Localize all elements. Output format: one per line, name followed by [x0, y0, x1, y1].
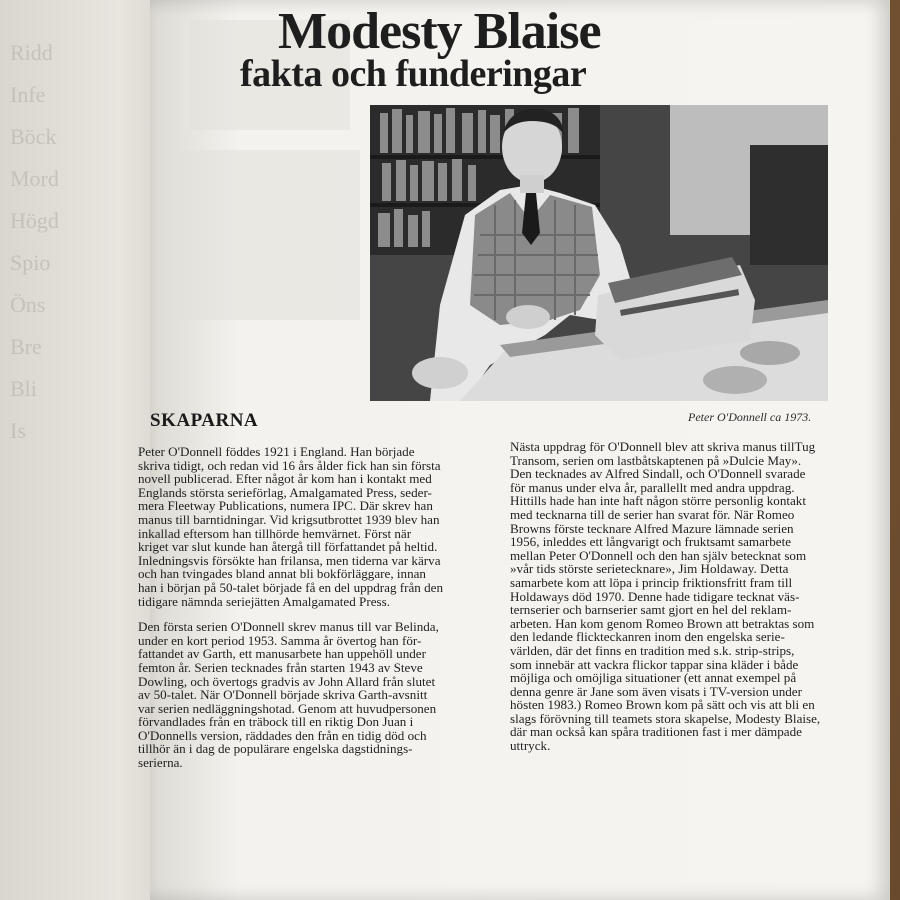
paragraph — [510, 440, 890, 753]
paragraph — [138, 620, 483, 770]
text-line: Dowling, och övertogs gradvis av John Allard från slutet — [138, 673, 436, 689]
text-line: manus till barntidningar. Vid krigsutbrottet 1939 blev han — [138, 511, 440, 527]
ghost-fragment: Mord — [10, 166, 59, 191]
text-line: slags förövning till teamets stora skapelse, Modesty Blaise, — [510, 710, 821, 726]
text-line: Englands största serieförlag, Amalgamated Press, seder- — [138, 484, 432, 500]
text-line: »vår tids störste serietecknare», Jim Holdaway. Detta — [510, 561, 789, 577]
text-line: med tecknarna till de serier han svarat för. När Romeo — [510, 506, 795, 522]
text-line: Nästa uppdrag för O'Donnell blev att skriva manus tillTug — [510, 439, 816, 454]
text-line: Den tecknades av Alfred Sindall, och O'Donnell svarade — [510, 466, 806, 482]
page-title: Modesty Blaise — [278, 3, 601, 60]
photo-caption: Peter O'Donnell ca 1973. — [688, 410, 812, 424]
photo-illustration — [370, 105, 828, 401]
text-line: tidigare nämnda seriejätten Amalgamated Press. — [138, 593, 390, 609]
ghost-fragment: Böck — [10, 124, 57, 149]
text-line: serierna. — [138, 755, 183, 771]
text-line: ternserier och barnserier samt gjort en hel del reklam- — [510, 602, 792, 618]
text-line: av 50-talet. När O'Donnell började skriva Garth-avsnitt — [138, 687, 428, 703]
text-line: hösten 1983.) Romeo Brown kom på sätt och vis att bli en — [510, 697, 815, 713]
text-line: Den första serien O'Donnell skrev manus till var Belinda, — [138, 619, 439, 635]
text-line: O'Donnells version, räddades den från en tidig död och — [138, 727, 427, 743]
text-line: där man också kan spåra traditionen fast i mer dämpade — [510, 724, 802, 740]
text-line: samarbete kom att löpa i princip friktionsfritt fram till — [510, 574, 793, 590]
text-line: skriva tidigt, och redan vid 16 års ålder fick han sin första — [138, 457, 441, 473]
text-line: Holdaways död 1970. Denne hade tidigare tecknat väs- — [510, 588, 800, 604]
ghost-fragment: Bli — [10, 376, 37, 401]
ghost-fragment: Bre — [10, 334, 42, 359]
text-line: den ledande flickteckanren inom den engelska serie- — [510, 629, 785, 645]
text-line: för manus under elva år, parallellt med andra uppdrag. — [510, 479, 795, 495]
text-line: femton år. Serien tecknades från starten 1943 av Steve — [138, 659, 423, 675]
text-line: Peter O'Donnell föddes 1921 i England. Han började — [138, 444, 415, 459]
text-line: arbeten. Han kom genom Romeo Brown att betraktas som — [510, 615, 815, 631]
ghost-fragment: Spio — [10, 250, 51, 275]
ghost-fragment: Öns — [10, 292, 46, 317]
text-line: uttryck. — [510, 738, 551, 754]
page-subtitle: fakta och funderingar — [240, 53, 587, 95]
ghost-fragment: Is — [10, 418, 26, 443]
text-line: Transom, serien om lastbåtskaptenen på »Dulcie May». — [510, 452, 802, 468]
text-line: Browns förste tecknare Alfred Mazure lämnade serien — [510, 520, 794, 536]
text-line: Hittills hade han inte haft någon större personlig kontakt — [510, 493, 806, 509]
text-line: mellan Peter O'Donnell och den han själv betecknat som — [510, 547, 807, 563]
text-column-left — [138, 445, 483, 782]
show-through-block — [180, 150, 360, 320]
text-line: världen, där det finns en tradition med s.k. strip-strips, — [510, 642, 795, 658]
paragraph — [138, 445, 483, 608]
text-line: kriget var slut kunde han återgå till författandet på heltid. — [138, 539, 438, 555]
ghost-fragment: Ridd — [10, 40, 53, 65]
portrait-photo — [370, 105, 828, 401]
text-line: mera Fleetway Publications, numera IPC. Där skrev han — [138, 498, 433, 514]
text-line: möjliga och omöjliga situationer (ett annat exempel på — [510, 670, 797, 686]
section-heading: SKAPARNA — [150, 410, 259, 431]
text-line: och han tvingades bland annat bli bokförläggare, innan — [138, 566, 426, 582]
text-line: 1956, inleddes ett långvarigt och fruktsamt samarbete — [510, 534, 792, 550]
text-line: förvandlades från en träbock till en riktig Don Juan i — [138, 714, 414, 730]
text-line: han i början på 50-talet började få en del uppdrag från den — [138, 579, 444, 595]
ghost-fragment: Högd — [10, 208, 59, 233]
ghost-fragment: Infe — [10, 82, 46, 107]
text-line: var serien nedläggningshotad. Genom att huvudpersonen — [138, 700, 437, 716]
text-line: novell publicerad. Efter något år kom han i kontakt med — [138, 471, 432, 487]
text-line: Inledningsvis försökte han frilansa, men tiderna var kärva — [138, 552, 441, 568]
text-line: denna genre är Jane som även visats i TV-version under — [510, 683, 802, 699]
text-line: fattandet av Garth, ett manusarbete han uppehöll under — [138, 646, 426, 662]
text-line: under en kort period 1953. Samma år övertog han för- — [138, 632, 422, 648]
text-column-right — [510, 440, 890, 765]
text-line: tillhör än i dag de populärare engelska dagstidnings- — [138, 741, 413, 757]
text-line: inkallad eftersom han tillhörde hemvärnet. Först när — [138, 525, 412, 541]
text-line: som innebär att vackra flickor tappar sina kläder i både — [510, 656, 799, 672]
